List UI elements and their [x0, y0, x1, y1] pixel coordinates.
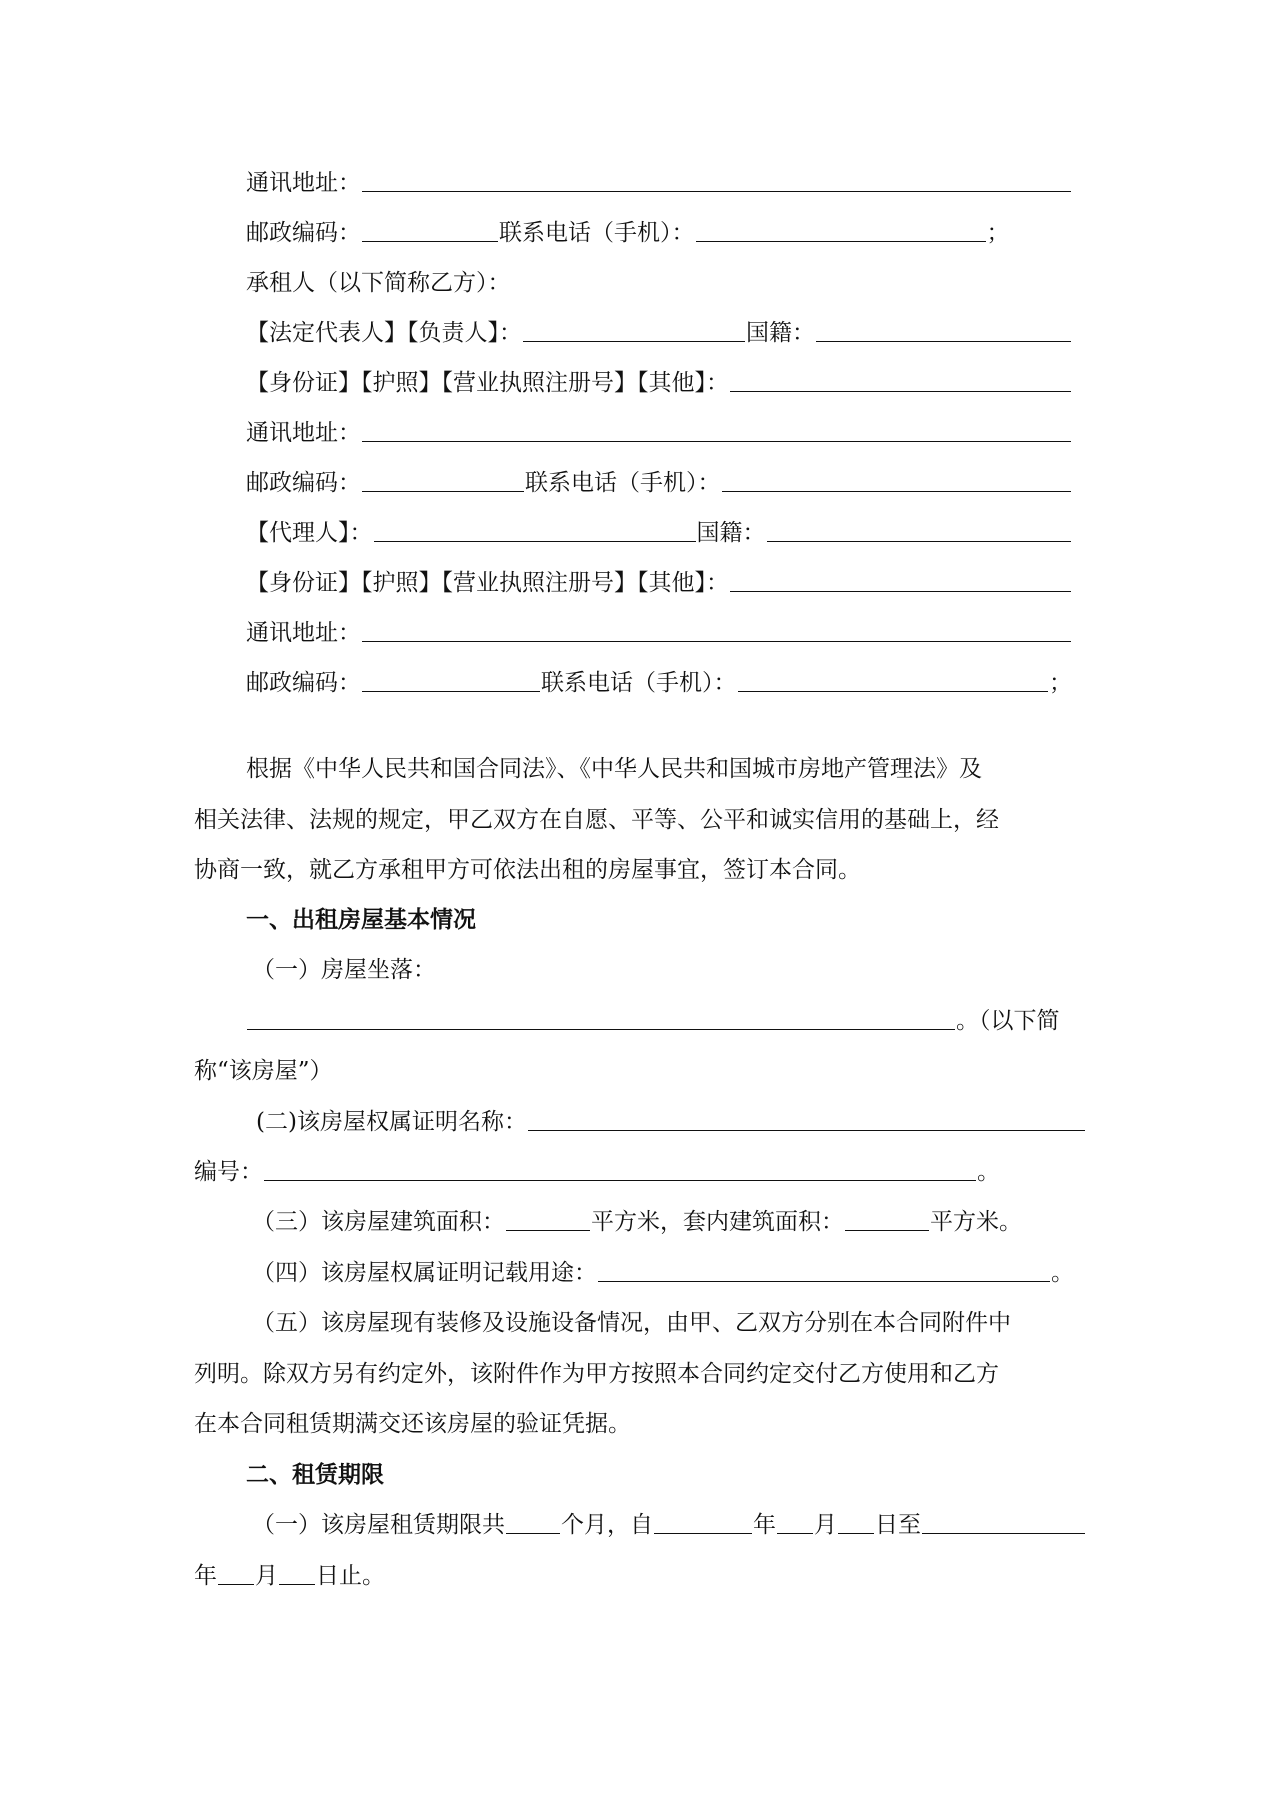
item-1-2-number-row — [194, 1147, 1000, 1197]
lessee-phone-label: 联系电话（手机）： — [525, 470, 721, 496]
item-2-1-day-end-word: 日止。 — [316, 1563, 385, 1589]
item-1-5-line-1 — [252, 1298, 1011, 1348]
item-1-5-line-2 — [194, 1349, 999, 1399]
lease-months-blank[interactable] — [506, 1505, 560, 1534]
agent-id-label: 【身份证】【护照】【营业执照注册号】【其他】： — [246, 570, 729, 596]
item-2-1-month-word-2: 月 — [255, 1563, 278, 1589]
item-1-1-tail: 。（以下简 — [956, 1008, 1060, 1034]
lessee-nationality-label: 国籍： — [746, 320, 815, 346]
lessor-contact-row — [246, 208, 1072, 258]
lessee-rep-label: 【法定代表人】【负责人】： — [246, 320, 522, 346]
item-1-3-unit-2: 平方米。 — [930, 1209, 1022, 1235]
agent-address-label: 通讯地址： — [246, 620, 361, 646]
agent-id-row — [246, 558, 1072, 608]
item-2-1-months-word: 个月，自 — [561, 1512, 653, 1538]
preamble-text-2: 相关法律、法规的规定，甲乙双方在自愿、平等、公平和诚实信用的基础上，经 — [194, 807, 999, 833]
lessee-id-label: 【身份证】【护照】【营业执照注册号】【其他】： — [246, 370, 729, 396]
agent-row — [246, 508, 1072, 558]
start-year-blank[interactable] — [654, 1505, 752, 1534]
item-1-2-number-label: 编号： — [194, 1159, 263, 1185]
item-1-1-address-row — [246, 996, 1086, 1046]
property-location-blank[interactable] — [247, 1001, 955, 1030]
agent-contact-row — [246, 658, 1072, 708]
item-1-4-end: 。 — [1051, 1260, 1074, 1286]
item-1-2-row — [256, 1097, 1086, 1147]
lessor-address-row — [246, 158, 1072, 208]
item-2-1-year-word: 年 — [753, 1512, 776, 1538]
end-year-blank[interactable] — [922, 1505, 1085, 1534]
title-cert-number-blank[interactable] — [264, 1152, 976, 1181]
item-1-3-row — [252, 1197, 1022, 1247]
agent-postcode-blank[interactable] — [362, 663, 540, 692]
lessee-address-row — [246, 408, 1072, 458]
agent-label: 【代理人】： — [246, 520, 373, 546]
item-2-1-year-word-2: 年 — [194, 1563, 217, 1589]
item-1-5-line-3 — [194, 1399, 631, 1449]
item-1-5-text-2: 列明。除双方另有约定外，该附件作为甲方按照本合同约定交付乙方使用和乙方 — [194, 1361, 999, 1387]
lessee-id-row — [246, 358, 1072, 408]
section-2-title: 二、租赁期限 — [246, 1461, 384, 1488]
lessee-contact-row — [246, 458, 1072, 508]
item-2-1-cont-row — [194, 1551, 385, 1601]
section-1-title: 一、出租房屋基本情况 — [246, 906, 476, 933]
item-1-1-cont: 称“该房屋”） — [194, 1058, 333, 1084]
preamble-text-1: 根据《中华人民共和国合同法》、《中华人民共和国城市房地产管理法》及 — [246, 756, 982, 782]
title-cert-name-blank[interactable] — [528, 1102, 1085, 1131]
preamble-line-2 — [194, 795, 999, 845]
start-month-blank[interactable] — [777, 1505, 813, 1534]
agent-id-blank[interactable] — [730, 563, 1071, 592]
preamble-line-1 — [246, 744, 982, 794]
agent-phone-label: 联系电话（手机）： — [541, 670, 737, 696]
lessor-phone-blank[interactable] — [696, 213, 986, 242]
inner-area-blank[interactable] — [845, 1202, 929, 1231]
item-1-4-row — [252, 1248, 1074, 1298]
item-1-5-text-3: 在本合同租赁期满交还该房屋的验证凭据。 — [194, 1411, 631, 1437]
start-day-blank[interactable] — [838, 1505, 874, 1534]
section-2-title-row — [246, 1450, 384, 1500]
lessor-phone-label: 联系电话（手机）： — [499, 220, 695, 246]
building-area-blank[interactable] — [506, 1202, 590, 1231]
agent-nationality-blank[interactable] — [767, 513, 1072, 542]
item-1-1-row — [252, 945, 436, 995]
preamble-text-3: 协商一致，就乙方承租甲方可依法出租的房屋事宜，签订本合同。 — [194, 857, 861, 883]
lessor-address-label: 通讯地址： — [246, 170, 361, 196]
lessee-rep-row — [246, 308, 1072, 358]
lessee-intro: 承租人（以下简称乙方）： — [246, 270, 511, 296]
item-1-4-label: （四）该房屋权属证明记载用途： — [252, 1260, 597, 1286]
item-2-1-prefix: （一）该房屋租赁期限共 — [252, 1512, 505, 1538]
agent-line-end: ； — [1049, 670, 1072, 696]
registered-use-blank[interactable] — [598, 1253, 1050, 1282]
lessor-address-blank[interactable] — [362, 163, 1071, 192]
item-2-1-row — [252, 1500, 1086, 1550]
item-1-3-prefix: （三）该房屋建筑面积： — [252, 1209, 505, 1235]
agent-address-blank[interactable] — [362, 613, 1071, 642]
lessor-postcode-blank[interactable] — [362, 213, 498, 242]
item-1-2-label: (二)该房屋权属证明名称： — [256, 1109, 527, 1135]
lessee-postcode-blank[interactable] — [362, 463, 524, 492]
end-month-blank[interactable] — [218, 1556, 254, 1585]
agent-postcode-label: 邮政编码： — [246, 670, 361, 696]
agent-phone-blank[interactable] — [738, 663, 1049, 692]
agent-name-blank[interactable] — [374, 513, 696, 542]
lessee-intro-row — [246, 258, 511, 308]
end-day-blank[interactable] — [279, 1556, 315, 1585]
lessee-postcode-label: 邮政编码： — [246, 470, 361, 496]
lessee-nationality-blank[interactable] — [816, 313, 1071, 342]
agent-nationality-label: 国籍： — [696, 520, 766, 546]
lessee-address-label: 通讯地址： — [246, 420, 361, 446]
agent-address-row — [246, 608, 1072, 658]
item-1-1-cont-row — [194, 1046, 333, 1096]
item-2-1-month-word: 月 — [814, 1512, 837, 1538]
item-1-2-end: 。 — [977, 1159, 1000, 1185]
lessee-address-blank[interactable] — [362, 413, 1071, 442]
lessor-postcode-label: 邮政编码： — [246, 220, 361, 246]
preamble-line-3 — [194, 845, 861, 895]
lessee-id-blank[interactable] — [730, 363, 1071, 392]
lessor-line-end: ； — [986, 220, 1010, 246]
item-1-1-label: （一）房屋坐落： — [252, 957, 436, 983]
section-1-title-row — [246, 895, 476, 945]
item-1-5-text-1: （五）该房屋现有装修及设施设备情况，由甲、乙双方分别在本合同附件中 — [252, 1310, 1011, 1336]
lessee-phone-blank[interactable] — [722, 463, 1072, 492]
item-2-1-day-to-word: 日至 — [875, 1512, 921, 1538]
lessee-rep-blank[interactable] — [523, 313, 745, 342]
item-1-3-unit-1: 平方米，套内建筑面积： — [591, 1209, 844, 1235]
